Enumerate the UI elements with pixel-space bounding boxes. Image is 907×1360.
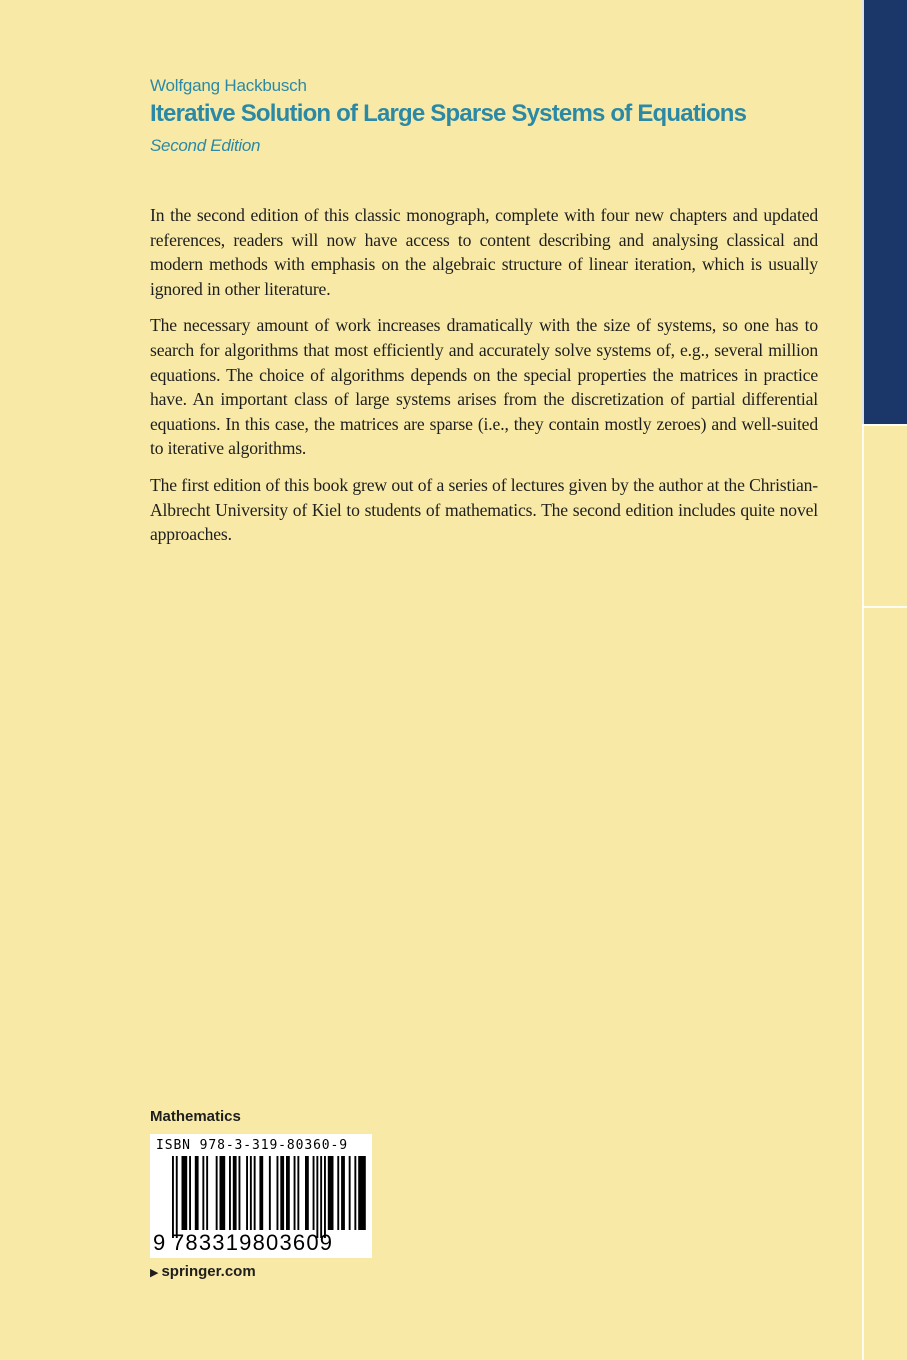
barcode-bar <box>202 1156 204 1230</box>
barcode-bar <box>286 1156 290 1230</box>
ean-first-digit: 9 <box>153 1230 166 1255</box>
barcode-bar <box>206 1156 208 1230</box>
spine-rule-upper <box>862 424 907 426</box>
spine-rule-lower <box>862 606 907 608</box>
barcode-bar <box>313 1156 315 1230</box>
barcode-bar <box>358 1156 366 1230</box>
barcode-bar <box>220 1156 226 1230</box>
barcode-bar <box>341 1156 345 1230</box>
blurb-paragraph: In the second edition of this classic monograph, complete with four new chapters and updated references, readers will now have access to content describing and analysing classical and modern methods with emphasis on the algebraic structure of linear iteration, which is usually ignored in other literature. <box>150 205 818 299</box>
barcode-bar <box>349 1156 351 1230</box>
barcode-bar <box>337 1156 339 1230</box>
arrow-right-icon: ▶ <box>150 1267 159 1279</box>
barcode-bar <box>216 1156 218 1230</box>
barcode-bar <box>195 1156 199 1230</box>
barcode-bar <box>297 1156 299 1230</box>
barcode-bar <box>254 1156 256 1230</box>
isbn-barcode <box>150 1134 372 1258</box>
book-title: Iterative Solution of Large Sparse Systems of Equations <box>150 100 747 127</box>
barcode-bar <box>189 1156 191 1230</box>
barcode-bar <box>233 1156 237 1230</box>
blurb-text <box>150 203 818 559</box>
isbn-label: ISBN 978-3-319-80360-9 <box>156 1138 348 1153</box>
barcode-bar <box>354 1156 356 1230</box>
barcode-bar <box>176 1156 178 1238</box>
spine-dark-block <box>862 0 907 424</box>
subject-label: Mathematics <box>150 1108 241 1125</box>
barcode-bar <box>246 1156 248 1230</box>
publisher-url: springer.com <box>161 1263 256 1280</box>
blurb-paragraph: The necessary amount of work increases dramatically with the size of systems, so one has to search for algorithms that most efficiently and accurately solve systems of, e.g., several million equations. The choice of algorithms depends on the special properties the matrices in practice have. An important class of large systems arises from the discretization of partial differential equations. In this case, the matrices are sparse (i.e., they contain mostly zeroes) and well-suited to iterative algorithms. <box>150 315 818 459</box>
barcode-bar <box>324 1156 326 1238</box>
barcode-bar <box>182 1156 188 1230</box>
barcode-bar <box>277 1156 279 1230</box>
barcode-bar <box>280 1156 284 1230</box>
spine-divider <box>862 0 864 1360</box>
ean-digits: 783319803609 <box>172 1230 334 1255</box>
barcode-bar <box>305 1156 309 1230</box>
barcode-bar <box>259 1156 263 1230</box>
barcode-bar <box>229 1156 231 1230</box>
barcode-bar <box>320 1156 322 1238</box>
barcode-bar <box>239 1156 241 1230</box>
barcode-bar <box>316 1156 318 1238</box>
edition-label: Second Edition <box>150 136 261 155</box>
barcode-bar <box>250 1156 252 1230</box>
publisher-link[interactable] <box>150 1263 256 1280</box>
barcode-bar <box>328 1156 334 1230</box>
author-name: Wolfgang Hackbusch <box>150 76 307 95</box>
blurb-paragraph: The first edition of this book grew out of a series of lectures given by the author at the Christian-Albrecht University of Kiel to students of mathematics. The second edition includes quite novel approaches. <box>150 474 818 545</box>
barcode-bar <box>294 1156 296 1230</box>
barcode-bar <box>172 1156 174 1238</box>
barcode-bar <box>269 1156 271 1230</box>
